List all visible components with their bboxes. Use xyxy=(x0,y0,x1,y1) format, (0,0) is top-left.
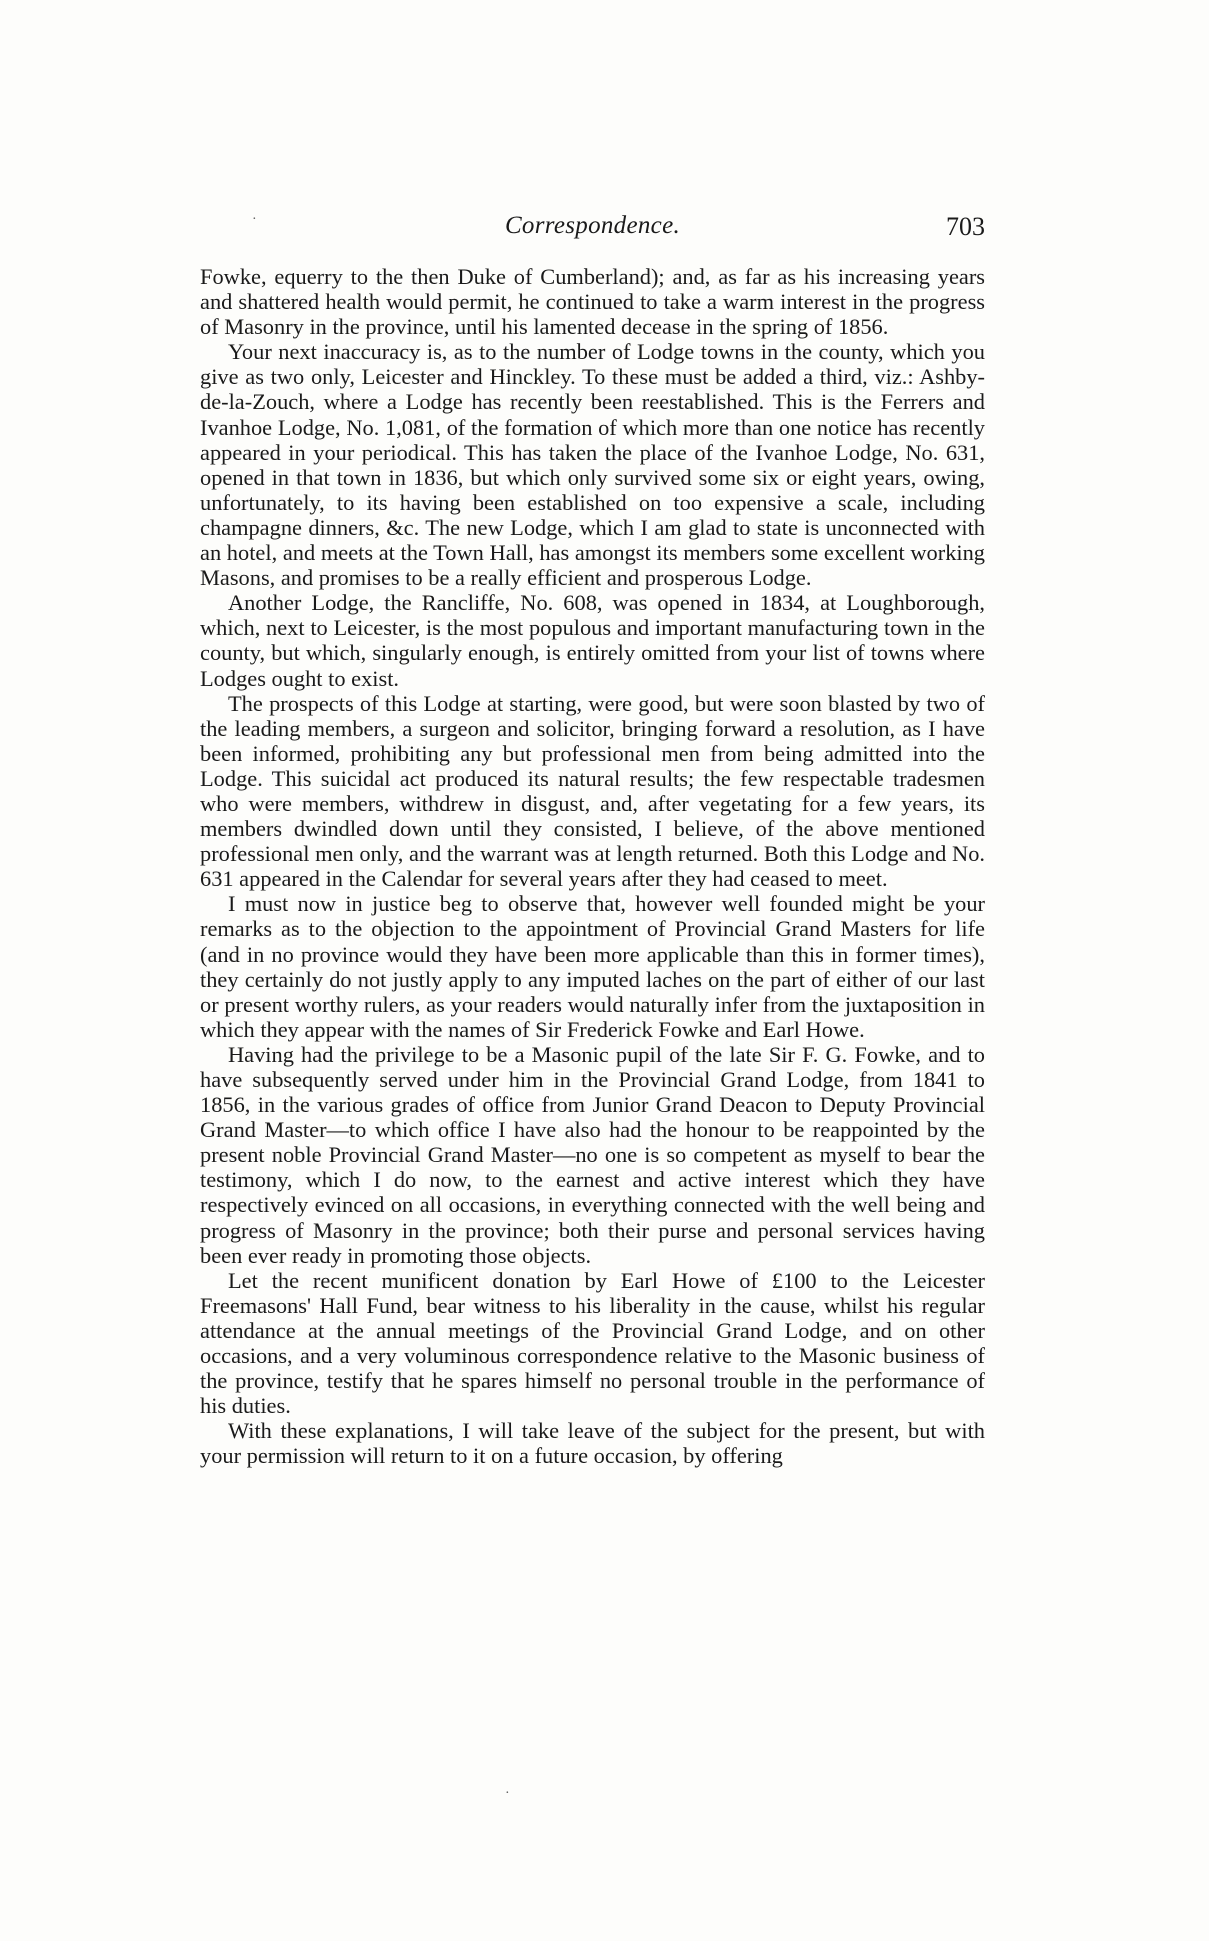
paragraph: Another Lodge, the Rancliffe, No. 608, was opened in 1834, at Loughborough, which, next to Leicester, is the most populous and important manufacturing town in the county, but which, singularly enough, is entirely omitted from your list of towns where Lodges ought to exist. xyxy=(200,590,985,691)
print-speck: · xyxy=(252,212,257,227)
paragraph: Having had the privilege to be a Masonic pupil of the late Sir F. G. Fowke, and to have subsequently served under him in the Provincial Grand Lodge, from 1841 to 1856, in the various grades of office from Junior Grand Deacon to Deputy Provincial Grand Master—to which office I have also had the honour to be reappointed by the present noble Provincial Grand Master—no one is so competent as myself to bear the testimony, which I do now, to the earnest and active interest which they have respectively evinced on all occasions, in everything connected with the well being and progress of Masonry in the province; both their purse and personal services having been ever ready in promoting those objects. xyxy=(200,1041,985,1268)
page-header xyxy=(200,212,985,246)
body-text xyxy=(200,264,985,1469)
paragraph: Fowke, equerry to the then Duke of Cumberland); and, as far as his increasing years and shattered health would permit, he continued to take a warm interest in the progress of Masonry in the province, until his lamented decease in the spring of 1856. xyxy=(200,264,985,340)
paragraph: I must now in justice beg to observe that, however well founded might be your remarks as to the objection to the appointment of Provincial Grand Masters for life (and in no province would they have been more applicable than this in former times), they certainly do not justly apply to any imputed laches on the part of either of our last or present worthy rulers, as your readers would naturally infer from the juxtaposition in which they appear with the names of Sir Frederick Fowke and Earl Howe. xyxy=(200,891,985,1042)
page-number: 703 xyxy=(946,212,985,241)
paragraph: Your next inaccuracy is, as to the number of Lodge towns in the county, which you give as two only, Leicester and Hinckley. To these must be added a third, viz.: Ashby-de-la-Zouch, where a Lodge has recently been reestablished. This is the Ferrers and Ivanhoe Lodge, No. 1,081, of the formation of which more than one notice has recently appeared in your periodical. This has taken the place of the Ivanhoe Lodge, No. 631, opened in that town in 1836, but which only survived some six or eight years, owing, unfortunately, to its having been established on too expensive a scale, including champagne dinners, &c. The new Lodge, which I am glad to state is unconnected with an hotel, and meets at the Town Hall, has amongst its members some excellent working Masons, and promises to be a really efficient and prosperous Lodge. xyxy=(200,339,985,591)
paragraph: Let the recent munificent donation by Earl Howe of £100 to the Leicester Freemasons' Hall Fund, bear witness to his liberality in the cause, whilst his regular attendance at the annual meetings of the Provincial Grand Lodge, and on other occasions, and a very voluminous correspondence relative to the Masonic business of the province, testify that he spares himself no personal trouble in the performance of his duties. xyxy=(200,1267,985,1419)
paragraph: With these explanations, I will take leave of the subject for the present, but with your permission will return to it on a future occasion, by offering xyxy=(200,1418,985,1469)
paragraph: The prospects of this Lodge at starting, were good, but were soon blasted by two of the leading members, a surgeon and solicitor, bringing forward a resolution, as I have been informed, prohibiting any but professional men from being admitted into the Lodge. This suicidal act produced its natural results; the few respectable tradesmen who were members, withdrew in disgust, and, after vegetating for a few years, its members dwindled down until they consisted, I believe, of the above mentioned professional men only, and the warrant was at length returned. Both this Lodge and No. 631 appeared in the Calendar for several years after they had ceased to meet. xyxy=(200,690,985,892)
print-speck: · xyxy=(505,1786,510,1801)
running-head: Correspondence. xyxy=(504,212,681,239)
